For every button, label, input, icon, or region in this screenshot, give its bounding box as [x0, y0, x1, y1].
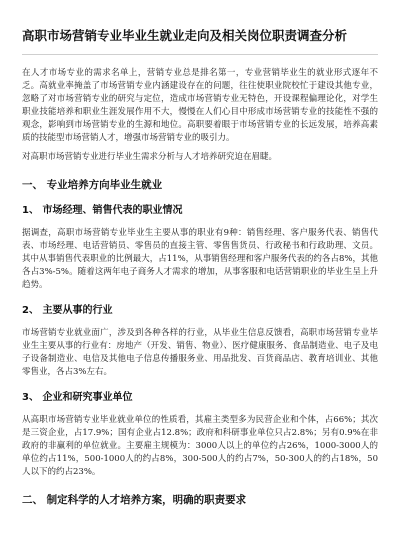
subsection-heading-2: 2、 主要从事的行业	[22, 305, 113, 316]
subsection-body-1: 据调查，高职市场营销专业毕业生主要从事的职业有9种：销售经理、客户服务代表、销售代表、市场经理、电话营销员、零售员的直接主管、零售售货员、行政秘书和行政助理、文员。其中从事销售代表职业的比例最大，占11%，从事销售经理和客户服务代表的约各占8%，其他各占3%-5%。随着这两年电子商务人才需求的增加，从事客服和电话营销职业的毕业生呈上升趋势。	[22, 228, 378, 290]
section-heading-1: 一、 专业培养方向毕业生就业	[22, 179, 163, 191]
section-heading-2: 二、 制定科学的人才培养方案，明确的职责要求	[22, 494, 247, 506]
document-title: 高职市场营销专业毕业生就业走向及相关岗位职责调查分析	[22, 28, 348, 43]
subsection-heading-3: 3、 企业和研究事业单位	[22, 392, 133, 403]
subsection-body-2: 市场营销专业就业面广，涉及到各种各样的行业，从毕业生信息反馈看，高职市场营销专业毕业生主要从事的行业有：房地产（开发、销售、物业）、医疗健康服务、食品制造业、电子及电子设备制造业、电信及其他电子信息传播服务业、用品批发、百货商品店、教育培训业、其他零售业，各占3%左右。	[22, 328, 378, 377]
intro-paragraph: 在人才市场专业的需求名单上，营销专业总是排名第一，专业营销毕业生的就业形式逐年不乏。高就业率掩盖了市场营销专业内涵建设存在的问题，往往使职业院校忙于建设其他专业，忽略了对市场营销专业的研究与定位，造成市场营销专业无特色，开设课程偏理论化，对学生职业技能培养和职业生涯发展作用不大，慢慢在人们心目中形成市场营销专业的技能性不强的观念，影响到市场营销专业的生源和地位。高职要着眼于市场营销专业的长远发展，培养高素质的技能型市场营销人才，增强市场营销专业的吸引力。	[22, 68, 378, 143]
subsection-heading-1: 1、 市场经理、销售代表的职业情况	[22, 205, 183, 216]
title-divider	[22, 54, 378, 55]
subsection-body-3: 从高职市场营销专业毕业就业单位的性质看，其雇主类型多为民营企业和个体，占66%；其次是三资企业，占17.9%；国有企业占12.8%；政府和科研事业单位只占2.8%；另有0.9%在非政府的非赢利的单位就业。主要雇主规模为：3000人以上的单位约占26%，1000-3000人的单位约占11%，500-1000人的约占8%，300-500人的约占7%，50-300人的约占18%，50人以下的约占23%。	[22, 415, 378, 477]
intro-paragraph-2: 对高职市场营销专业进行毕业生需求分析与人才培养研究迫在眉睫。	[22, 152, 278, 162]
